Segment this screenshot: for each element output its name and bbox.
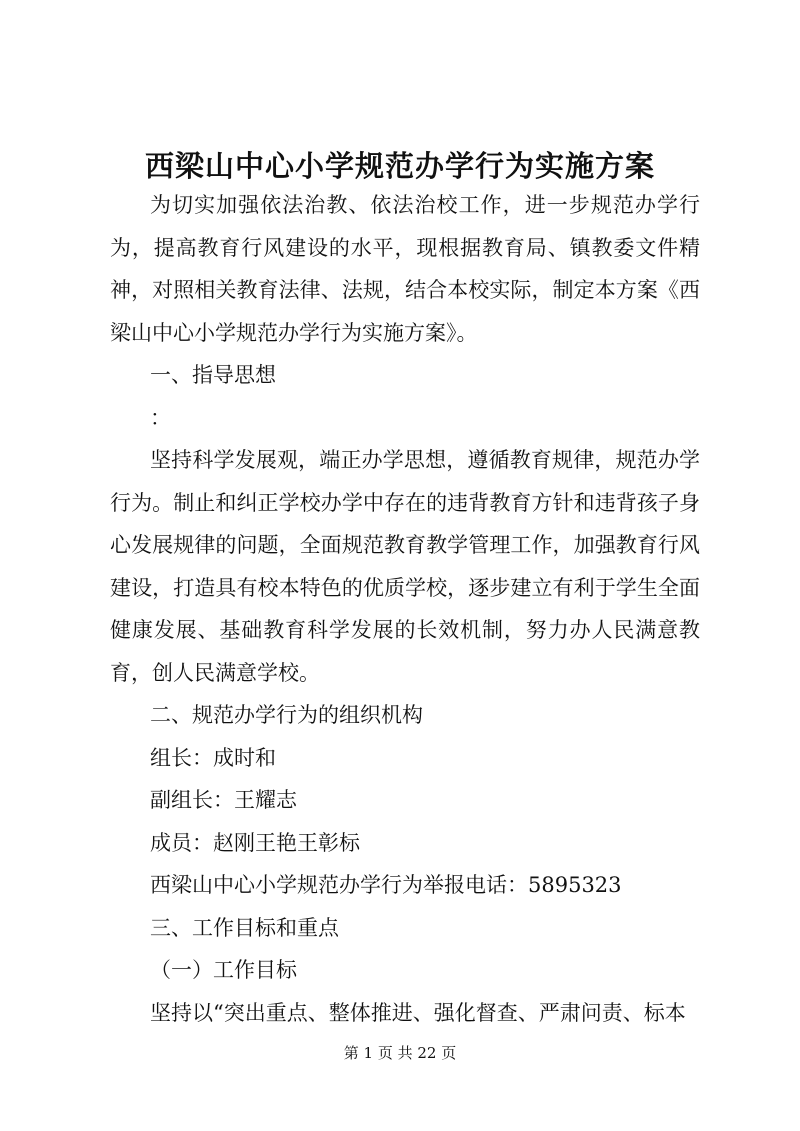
document-body xyxy=(110,184,700,1034)
guiding-ideology-paragraph: 坚持科学发展观，端正办学思想，遵循教育规律，规范办学行为。制止和纠正学校办学中存在的违背教育方针和违背孩子身心发展规律的问题，全面规范教育教学管理工作，加强教育行风建设，打造具有校本特色的优质学校，逐步建立有利于学生全面健康发展、基础教育科学发展的长效机制，努力办人民满意教育，创人民满意学校。 xyxy=(110,448,700,685)
team-leader-line: 组长：成时和 xyxy=(150,745,276,770)
report-phone-line: 西梁山中心小学规范办学行为举报电话：5895323 xyxy=(150,873,622,897)
section-heading-organization: 二、规范办学行为的组织机构 xyxy=(150,703,423,727)
section-heading-goals: 三、工作目标和重点 xyxy=(150,915,339,940)
deputy-leader-line: 副组长：王耀志 xyxy=(150,788,297,812)
subsection-heading-work-goals: （一）工作目标 xyxy=(150,958,297,982)
page-footer: 第 1 页 共 22 页 xyxy=(343,1044,457,1062)
section-heading-guiding-ideology: 一、指导思想 xyxy=(150,363,276,387)
intro-paragraph: 为切实加强依法治教、依法治校工作，进一步规范办学行为，提高教育行风建设的水平，现根据教育局、镇教委文件精神，对照相关教育法律、法规，结合本校实际，制定本方案《西梁山中心小学规范办学行为实施方案》。 xyxy=(110,193,700,345)
work-goals-paragraph: 坚持以“突出重点、整体推进、强化督查、严肃问责、标本 xyxy=(150,1000,686,1025)
members-line: 成员：赵刚王艳王彰标 xyxy=(150,830,360,855)
colon-line: ： xyxy=(150,405,171,430)
document-title: 西梁山中心小学规范办学行为实施方案 xyxy=(144,149,655,183)
